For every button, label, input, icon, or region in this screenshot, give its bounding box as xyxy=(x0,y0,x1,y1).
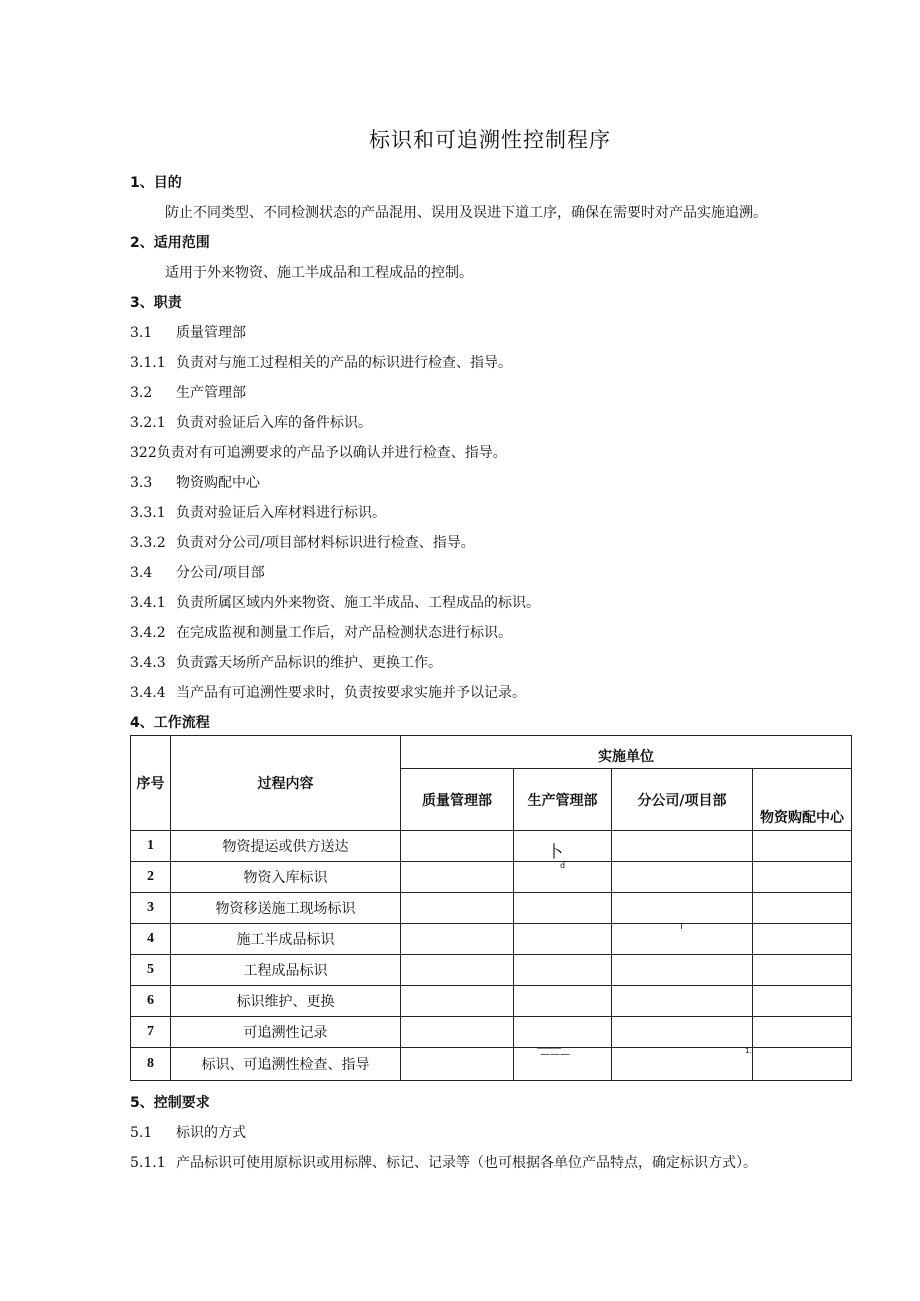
section-text-scope: 适用于外来物资、施工半成品和工程成品的控制。 xyxy=(165,265,473,281)
duty-item: 3.2 生产管理部 xyxy=(130,385,246,401)
table-row: 4 施工半成品标识 xyxy=(131,924,852,955)
control-item: 5.1.1 产品标识可使用原标识或用标牌、标记、记录等（也可根据各单位产品特点，确定标识方式）。 xyxy=(130,1155,757,1171)
flow-mark: 卜 xyxy=(547,842,564,861)
table-row: 3 物资移送施工现场标识 xyxy=(131,893,852,924)
duty-item: 3.4.1 负责所属区域内外来物资、施工半成品、工程成品的标识。 xyxy=(130,595,540,611)
duty-item: 3.1.1 负责对与施工过程相关的产品的标识进行检查、指导。 xyxy=(130,355,512,371)
document-title: 标识和可追溯性控制程序 xyxy=(369,128,611,152)
duty-item: 3.3.2 负责对分公司/项目部材料标识进行检查、指导。 xyxy=(130,535,475,551)
flow-mark: T xyxy=(679,922,684,931)
duty-item: 3.1 质量管理部 xyxy=(130,325,246,341)
section-text-purpose: 防止不同类型、不同检测状态的产品混用、误用及误进下道工序，确保在需要时对产品实施追溯。 xyxy=(165,205,767,221)
duty-item: 3.4.3 负责露天场所产品标识的维护、更换工作。 xyxy=(130,655,442,671)
duty-item: 3.3.1 负责对验证后入库材料进行标识。 xyxy=(130,505,386,521)
header-implementing-units: 实施单位 xyxy=(401,736,852,769)
table-row: 2 物资入库标识 xyxy=(131,862,852,893)
control-item: 5.1 标识的方式 xyxy=(130,1125,246,1141)
header-unit-branch: 分公司/项目部 xyxy=(612,769,753,831)
flow-mark: 1. xyxy=(745,1047,752,1055)
flow-mark: ——— xyxy=(540,1049,570,1060)
duty-item: 3.2.1 负责对验证后入库的备件标识。 xyxy=(130,415,372,431)
table-row: 6 标识维护、更换 xyxy=(131,986,852,1017)
duty-item: 3.4.4 当产品有可追溯性要求时，负责按要求实施并予以记录。 xyxy=(130,685,526,701)
header-content: 过程内容 xyxy=(171,736,401,831)
duty-item: 3.4 分公司/项目部 xyxy=(130,565,265,581)
header-unit-quality: 质量管理部 xyxy=(401,769,514,831)
section-heading-duties: 3、职责 xyxy=(130,295,182,311)
section-heading-control: 5、控制要求 xyxy=(130,1095,210,1111)
duty-item: 3.3 物资购配中心 xyxy=(130,475,260,491)
section-heading-workflow: 4、工作流程 xyxy=(130,715,210,731)
table-row: 7 可追溯性记录 xyxy=(131,1017,852,1048)
duty-item: 3.4.2 在完成监视和测量工作后，对产品检测状态进行标识。 xyxy=(130,625,512,641)
table-row: 8 标识、可追溯性检查、指导 xyxy=(131,1048,852,1081)
flow-mark: d xyxy=(560,861,566,870)
duty-item: 322负责对有可追溯要求的产品予以确认并进行检查、指导。 xyxy=(130,445,507,461)
section-heading-purpose: 1、目的 xyxy=(130,175,182,191)
flow-mark: ＿＿ xyxy=(537,1036,562,1050)
table-row: 1 物资提运或供方送达 xyxy=(131,831,852,862)
header-unit-production: 生产管理部 xyxy=(514,769,612,831)
workflow-table xyxy=(130,735,852,1081)
header-no: 序号 xyxy=(131,736,171,831)
header-unit-procurement: 物资购配中心 xyxy=(753,769,852,831)
section-heading-scope: 2、适用范围 xyxy=(130,235,210,251)
table-row: 5 工程成品标识 xyxy=(131,955,852,986)
